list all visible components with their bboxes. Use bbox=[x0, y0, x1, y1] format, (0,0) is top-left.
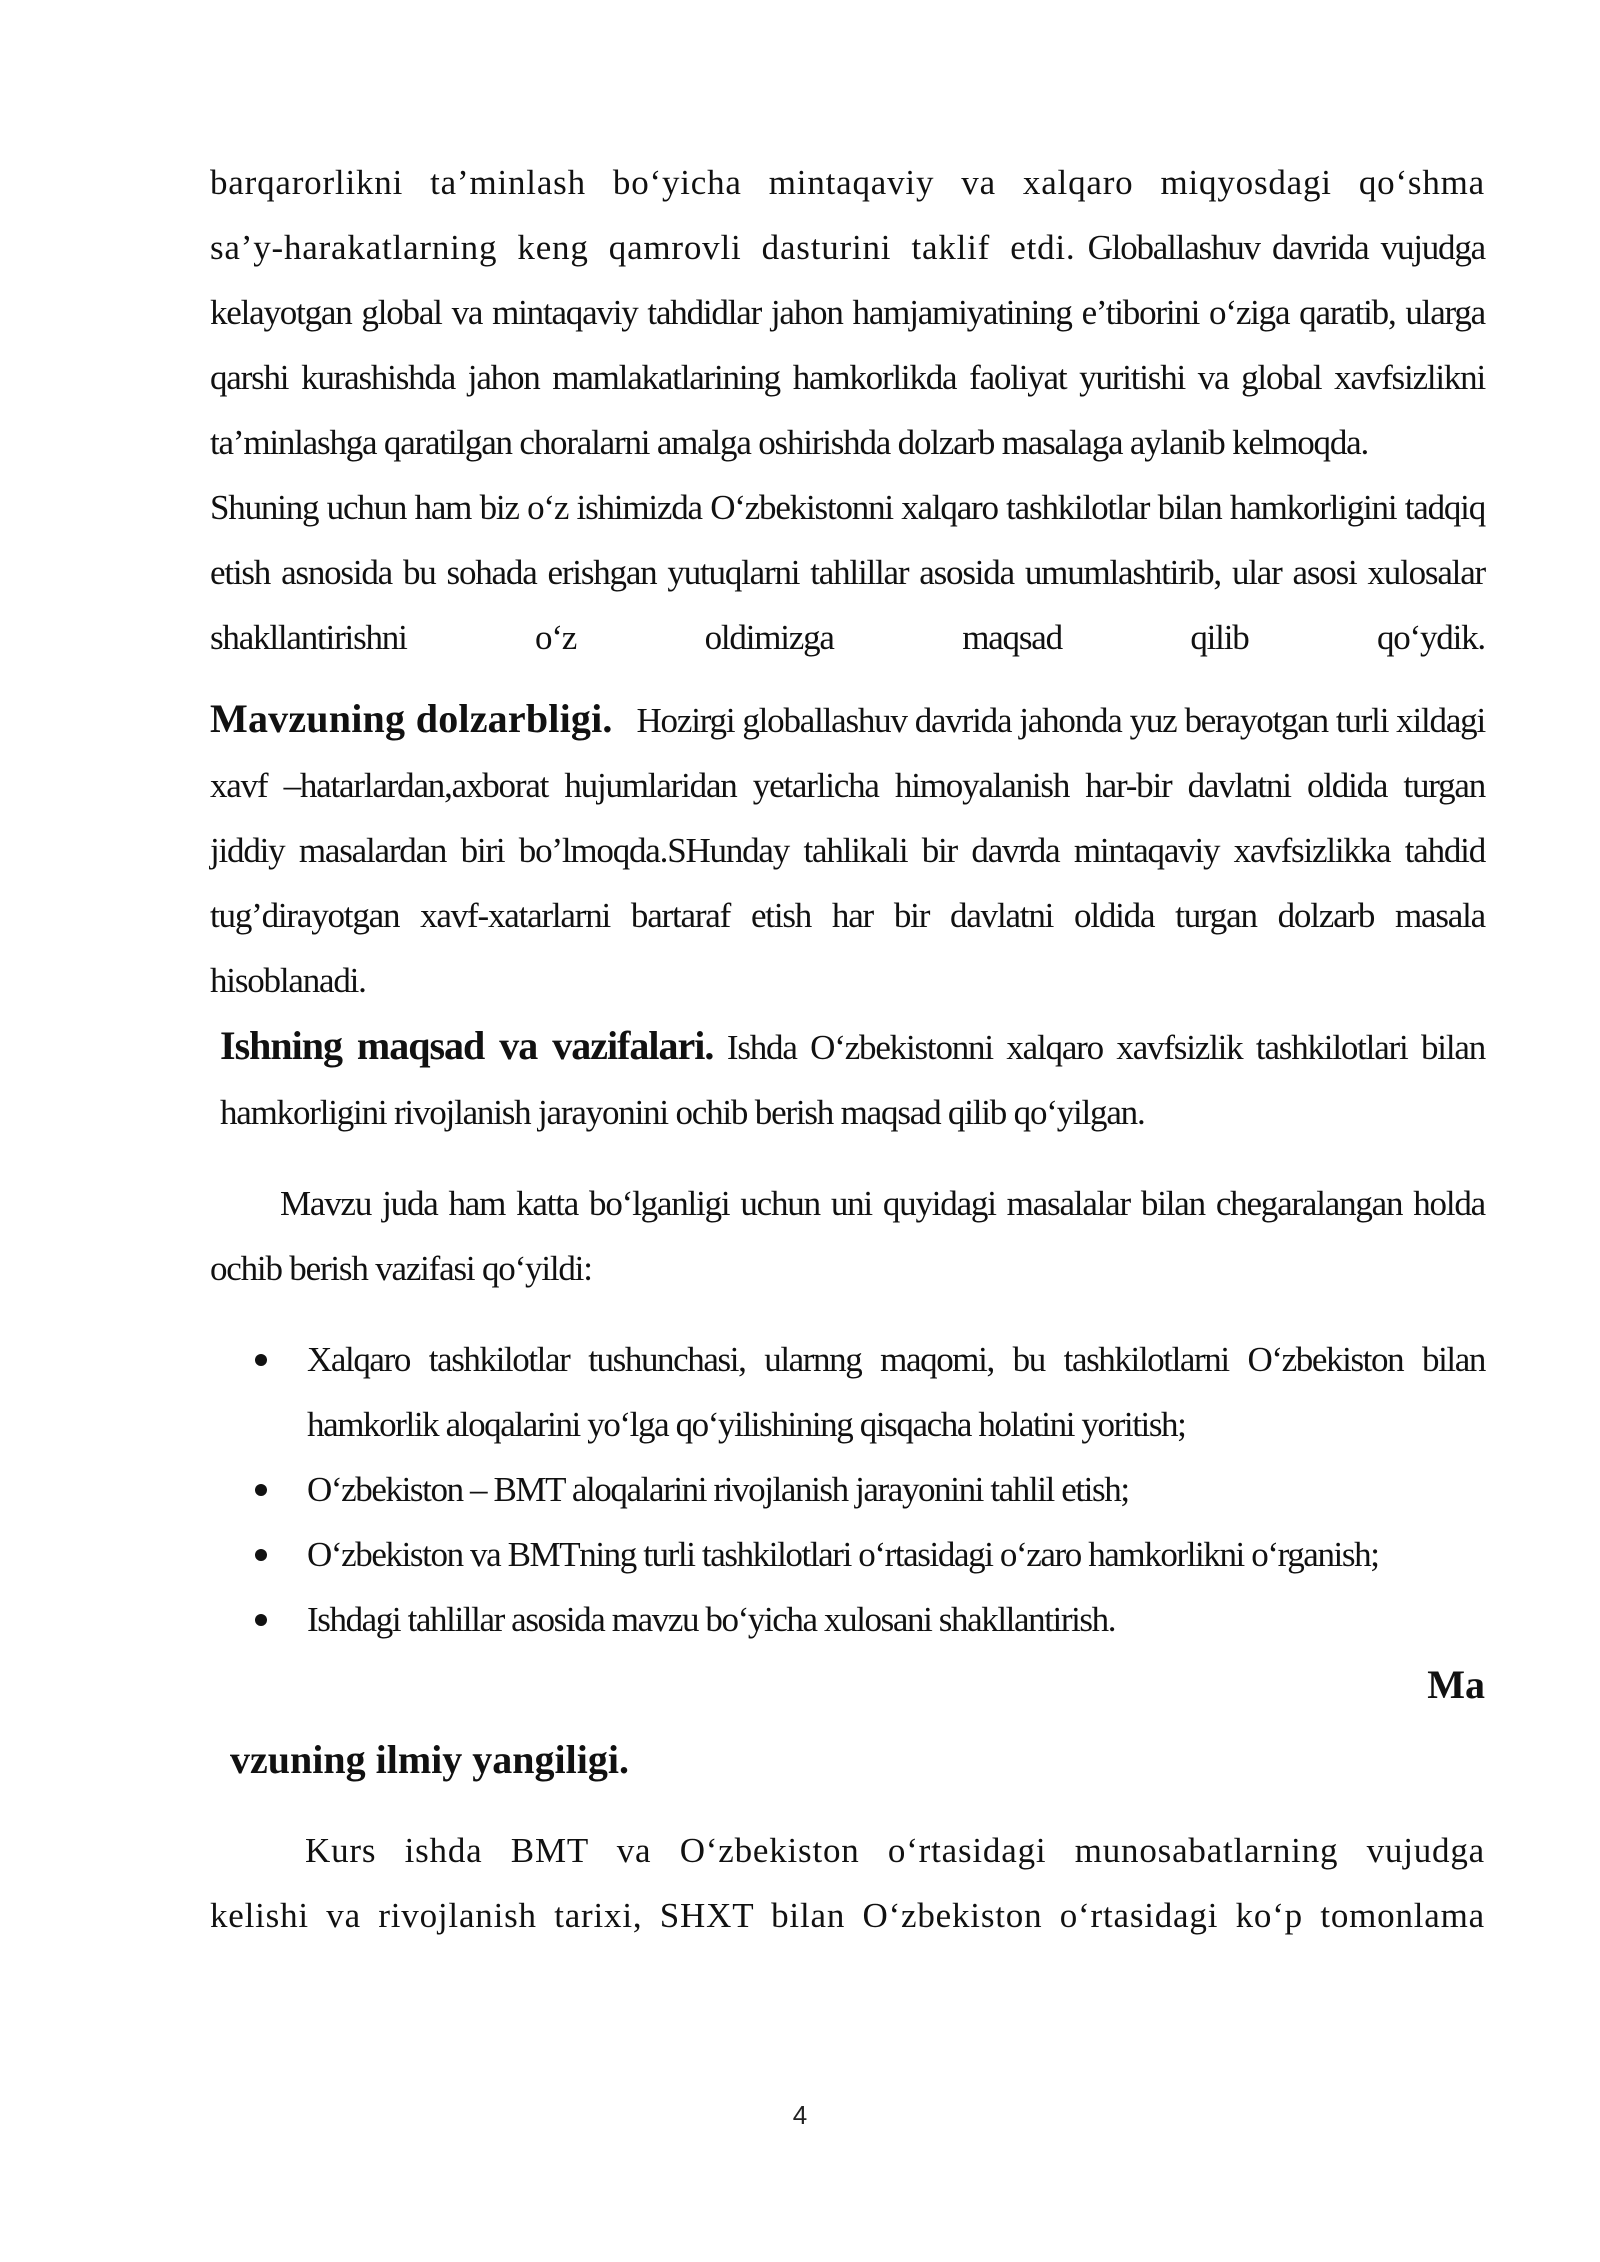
list-item-text: Ishdagi tahlillar asosida mavzu bo‘yicha xulosani shakllantirish. bbox=[307, 1600, 1116, 1639]
list-item bbox=[307, 1327, 1485, 1457]
bullet-icon bbox=[255, 1549, 267, 1561]
list-item bbox=[307, 1457, 1485, 1522]
heading-relevance: Mavzuning dolzarbligi. bbox=[210, 696, 613, 741]
relevance-text: Hozirgi globallashuv davrida jahonda yuz berayotgan turli xildagi xavf –hatarlardan,axborat hujumlaridan yetarlicha himoyalanish har-bir davlatni oldida turgan jiddiy masalardan biri bo’lmoqda.SHunday tahlikali bir davrda mintaqaviy xavfsizlikka tahdid tug’dirayotgan xavf-xatarlarni bartaraf etish har bir davlatni oldida turgan dolzarb masala hisoblanadi. bbox=[210, 701, 1485, 1000]
document-page bbox=[210, 150, 1485, 1948]
list-item-text: O‘zbekiston va BMTning turli tashkilotlari o‘rtasidagi o‘zaro hamkorlikni o‘rganish; bbox=[307, 1535, 1379, 1574]
section-goals bbox=[210, 1013, 1485, 1145]
spacer bbox=[210, 1145, 1485, 1171]
heading-novelty-part2: vzuning ilmiy yangiligi. bbox=[230, 1737, 629, 1782]
spacer bbox=[210, 1792, 1485, 1818]
list-item bbox=[307, 1587, 1485, 1652]
bullet-icon bbox=[255, 1484, 267, 1496]
heading-novelty-part1: Ma bbox=[1427, 1662, 1485, 1707]
spacer bbox=[210, 670, 1485, 686]
list-item bbox=[307, 1522, 1485, 1587]
paragraph-intro bbox=[210, 150, 1485, 475]
page-number: 4 bbox=[792, 2100, 808, 2130]
goals-text: Ishda O‘zbekistonni xalqaro xavfsizlik tashkilotlari bilan hamkorligini rivojlanish jarayonini ochib berish maqsad qilib qo‘yilgan. bbox=[220, 1028, 1485, 1132]
spacer bbox=[210, 1301, 1485, 1327]
heading-goals: Ishning maqsad va vazifalari. bbox=[220, 1023, 714, 1068]
list-item-text: Xalqaro tashkilotlar tushunchasi, ularnng maqomi, bu tashkilotlarni O‘zbekiston bilan hamkorlik aloqalarini yo‘lga qo‘yilishining qisqacha holatini yoritish; bbox=[307, 1340, 1485, 1444]
paragraph-intro-rest: Globallashuv davrida vujudga kelayotgan global va mintaqaviy tahdidlar jahon hamjamiyatining e’tiborini o‘ziga qaratib, ularga qarshi kurashishda jahon mamlakatlarining hamkorlikda faoliyat yuritishi va global xavfsizlikni ta’minlashga qaratilgan choralarni amalga oshirishda dolzarb masalaga aylanib kelmoqda. bbox=[210, 228, 1485, 462]
paragraph-intro-lead: barqarorlikni ta’minlash bo‘yicha mintaqaviy va xalqaro miqyosdagi qo‘shma sa’y-harakatlarning keng qamrovli dasturini taklif etdi. bbox=[210, 163, 1485, 267]
section-relevance bbox=[210, 686, 1485, 1013]
paragraph-purpose: Shuning uchun ham biz o‘z ishimizda O‘zbekistonni xalqaro tashkilotlar bilan hamkorligini tadqiq etish asnosida bu sohada erishgan yutuqlarni tahlillar asosida umumlashtirib, ular asosi xulosalar shakllantirishni o‘z oldimizga maqsad qilib qo‘ydik. bbox=[210, 488, 1485, 657]
tasks-list bbox=[210, 1327, 1485, 1652]
list-item-text: O‘zbekiston – BMT aloqalarini rivojlanish jarayonini tahlil etish; bbox=[307, 1470, 1129, 1509]
tasks-intro: Mavzu juda ham katta bo‘lganligi uchun uni quyidagi masalalar bilan chegaralangan holda ochib berish vazifasi qo‘yildi: bbox=[210, 1184, 1485, 1288]
bullet-icon bbox=[255, 1614, 267, 1626]
novelty-text: Kurs ishda BMT va O‘zbekiston o‘rtasidagi munosabatlarning vujudga kelishi va rivojlanish tarixi, SHXT bilan O‘zbekiston o‘rtasidagi ko‘p tomonlama bbox=[210, 1831, 1485, 1935]
bullet-icon bbox=[255, 1354, 267, 1366]
